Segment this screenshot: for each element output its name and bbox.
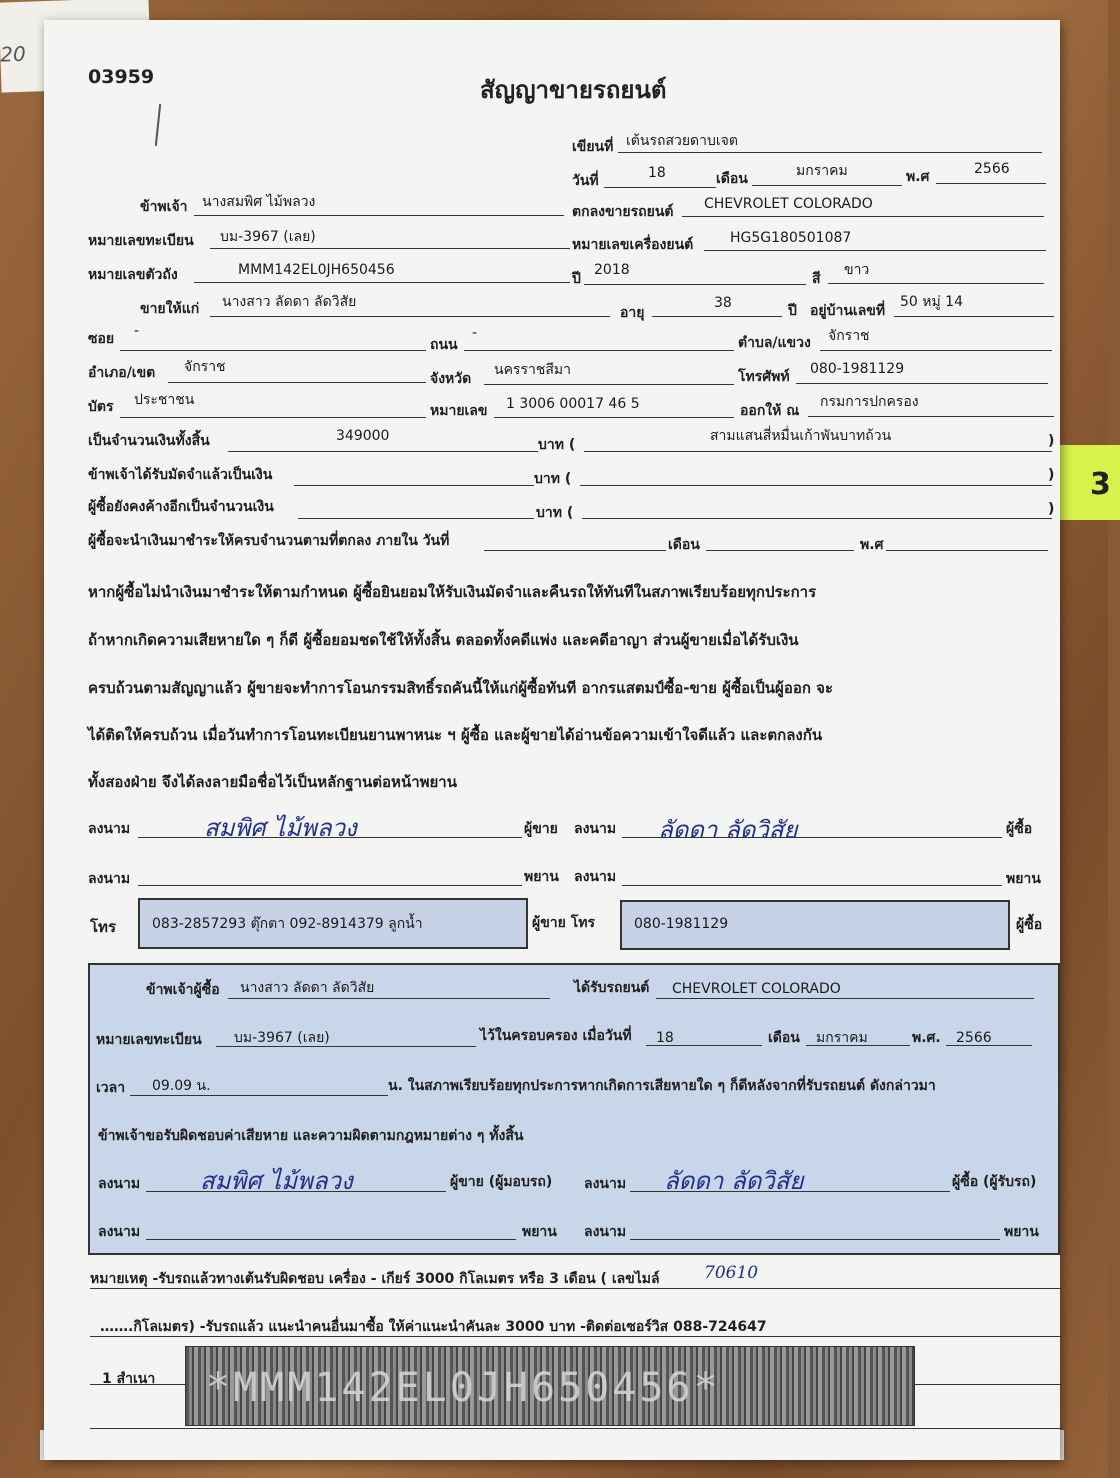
terms-line-5: ทั้งสองฝ่าย จึงได้ลงลายมือชื่อไว้เป็นหลักฐานต่อหน้าพยาน [88, 773, 457, 791]
receipt-year-label: พ.ศ. [912, 1030, 941, 1046]
date-month: มกราคม [796, 163, 848, 179]
receipt-buyer-role: ผู้ซื้อ (ผู้รับรถ) [952, 1174, 1037, 1190]
buyer-sign-label: ลงนาม [574, 821, 617, 837]
receipt-buyer-sign-label: ลงนาม [584, 1176, 627, 1192]
contact-phone-label: โทร [90, 918, 117, 936]
terms-line-2: ถ้าหากเกิดความเสียหายใด ๆ ก็ดี ผู้ซื้อยอมชดใช้ให้ทั้งสิ้น ตลอดทั้งคดีแพ่ง และคดีอาญา ส่วนผู้ขายเมื่อได้รับเงิน [88, 631, 799, 649]
registration-number: บม-3967 (เลย) [220, 229, 316, 245]
receipt-month: มกราคม [816, 1030, 868, 1046]
receipt-seller-signature: สมพิศ ไม้พลวง [200, 1167, 353, 1195]
receipt-day: 18 [656, 1030, 674, 1046]
buyer-age: 38 [714, 295, 732, 311]
pay-due-month-label: เดือน [668, 537, 700, 553]
buyer-phone: 080-1981129 [634, 916, 729, 932]
card-label: บัตร [88, 399, 114, 415]
seller-role-label: ผู้ขาย [524, 821, 558, 837]
phone-value: 080-1981129 [810, 361, 905, 377]
subdistrict-label: ตำบล/แขวง [738, 335, 811, 351]
receipt-held-label: ไว้ในครอบครอง เมื่อวันที่ [480, 1028, 632, 1044]
receipt-witness2-sign-label: ลงนาม [584, 1224, 627, 1240]
card-number-label: หมายเลข [430, 403, 488, 419]
note-line-1: หมายเหตุ -รับรถแล้วทางเต้นรับผิดชอบ เครื่อง - เกียร์ 3000 กิโลเมตร หรือ 3 เดือน ( เลขไมล์ [90, 1271, 660, 1287]
car-model: CHEVROLET COLORADO [704, 196, 873, 212]
pay-due-label: ผู้ซื้อจะนำเงินมาชำระให้ครบจำนวนตามที่ตกลง ภายใน วันที่ [88, 533, 450, 549]
district-label: อำเภอ/เขต [88, 365, 156, 381]
receipt-car-label: ได้รับรถยนต์ [574, 980, 650, 996]
witness1-role-label: พยาน [524, 869, 559, 885]
seller-label: ข้าพเจ้า [140, 199, 188, 215]
document-number: 03959 [88, 66, 155, 88]
deposit-close-paren: ) [1048, 467, 1055, 483]
road-value: - [472, 325, 478, 341]
color-label: สี [812, 271, 821, 287]
subdistrict-value: จักราช [828, 328, 870, 344]
receipt-year: 2566 [956, 1030, 992, 1046]
receipt-buyer-name: นางสาว ลัดดา ลัดวิสัย [240, 980, 375, 996]
seller-signature: สมพิศ ไม้พลวง [204, 814, 357, 842]
engine-number-label: หมายเลขเครื่องยนต์ [572, 237, 694, 253]
card-number: 1 3006 00017 46 5 [506, 396, 640, 412]
buyer-phone-box [620, 900, 1010, 950]
registration-label: หมายเลขทะเบียน [88, 233, 194, 249]
buyer-age-unit: ปี [788, 303, 797, 319]
district-value: จักราช [184, 359, 226, 375]
contract-sheet [44, 20, 1060, 1460]
road-label: ถนน [430, 337, 458, 353]
note-line-2: …….กิโลเมตร) -รับรถแล้ว แนะนำคนอื่นมาซื้อ ให้ค่าแนะนำคันละ 3000 บาท -ติดต่อเซอร์วิส 088-724647 [100, 1319, 767, 1335]
receipt-condition: น. ในสภาพเรียบร้อยทุกประการหากเกิดการเสียหายใด ๆ ก็ดีหลังจากที่รับรถยนต์ ดังกล่าวมา [388, 1078, 936, 1094]
written-at-value: เต้นรถสวยดาบเจต [626, 133, 738, 149]
receipt-time: 09.09 น. [152, 1078, 211, 1094]
buyer-address-label: อยู่บ้านเลขที่ [810, 303, 886, 319]
seller-sign-label: ลงนาม [88, 821, 131, 837]
model-year: 2018 [594, 262, 630, 278]
total-label: เป็นจำนวนเงินทั้งสิ้น [88, 433, 210, 449]
written-at-label: เขียนที่ [572, 139, 614, 155]
province-value: นครราชสีมา [494, 362, 571, 378]
card-type: ประชาชน [134, 392, 195, 408]
witness1-sign-label: ลงนาม [88, 871, 131, 887]
vehicle-receipt-box [88, 963, 1060, 1255]
copies-label: 1 สำเนา [102, 1371, 156, 1387]
receipt-car: CHEVROLET COLORADO [672, 981, 841, 997]
underlying-paper-mark: 20 [0, 41, 27, 67]
color-value: ขาว [844, 262, 870, 278]
receipt-liability: ข้าพเจ้าขอรับผิดชอบค่าเสียหาย และความผิดตามกฎหมายต่าง ๆ ทั้งสิ้น [98, 1128, 524, 1144]
seller-phones: 083-2857293 ตุ๊กตา 092-8914379 ลูกน้ำ [152, 916, 423, 932]
buyer-signature: ลัดดา ลัดวิสัย [658, 816, 798, 844]
seller-name: นางสมพิศ ไม้พลวง [202, 194, 316, 210]
buyer-label: ขายให้แก่ [140, 301, 200, 317]
green-sticky-tab [1060, 445, 1120, 520]
receipt-witness1-sign-label: ลงนาม [98, 1224, 141, 1240]
car-model-label: ตกลงขายรถยนต์ [572, 204, 674, 220]
receipt-seller-sign-label: ลงนาม [98, 1176, 141, 1192]
barcode-text: *MMM142EL0JH650456* [206, 1365, 721, 1411]
model-year-label: ปี [572, 271, 581, 287]
total-amount: 349000 [336, 428, 390, 444]
terms-line-4: ได้ติดให้ครบถ้วน เมื่อวันทำการโอนทะเบียนยานพาหนะ ฯ ผู้ซื้อ และผู้ขายได้อ่านข้อความเข้าใจดีแล้ว และตกลงกัน [88, 726, 823, 744]
pen-stroke-mark [155, 104, 161, 146]
sticky-tab-label: 3 [1090, 467, 1111, 502]
note-mileage: 70610 [704, 1263, 759, 1283]
total-close-paren: ) [1048, 433, 1055, 449]
pay-due-year-label: พ.ศ [860, 537, 884, 553]
receipt-witness1-role: พยาน [522, 1224, 557, 1240]
witness2-sign-label: ลงนาม [574, 869, 617, 885]
chassis-number-label: หมายเลขตัวถัง [88, 267, 178, 283]
total-unit: บาท ( [538, 437, 576, 453]
date-day: 18 [648, 165, 666, 181]
remaining-unit: บาท ( [536, 505, 574, 521]
witness2-role-label: พยาน [1006, 871, 1041, 887]
chassis-number: MMM142EL0JH650456 [238, 262, 395, 278]
buyer-phone-role: ผู้ซื้อ [1016, 917, 1043, 933]
date-year: 2566 [974, 161, 1010, 177]
receipt-time-label: เวลา [96, 1080, 126, 1096]
receipt-witness2-role: พยาน [1004, 1224, 1039, 1240]
soi-value: - [134, 323, 140, 339]
card-issuer: กรมการปกครอง [820, 394, 919, 410]
page-title: สัญญาขายรถยนต์ [480, 76, 667, 104]
date-day-label: วันที่ [572, 173, 599, 189]
remaining-label: ผู้ซื้อยังคงค้างอีกเป็นจำนวนเงิน [88, 499, 274, 515]
date-year-label: พ.ศ [906, 169, 930, 185]
receipt-seller-role: ผู้ขาย (ผู้มอบรถ) [450, 1174, 553, 1190]
receipt-buyer-signature: ลัดดา ลัดวิสัย [664, 1167, 804, 1195]
buyer-name: นางสาว ลัดดา ลัดวิสัย [222, 294, 357, 310]
buyer-role-label: ผู้ซื้อ [1006, 821, 1033, 837]
seller-phone-label: ผู้ขาย โทร [532, 915, 595, 931]
deposit-unit: บาท ( [534, 471, 572, 487]
chassis-barcode-sticker [185, 1346, 915, 1426]
receipt-buyer-label: ข้าพเจ้าผู้ซื้อ [146, 982, 220, 998]
seller-phones-box [138, 898, 528, 949]
buyer-address: 50 หมู่ 14 [900, 294, 963, 310]
terms-line-3: ครบถ้วนตามสัญญาแล้ว ผู้ขายจะทำการโอนกรรมสิทธิ์รถคันนี้ให้แก่ผู้ซื้อทันที อากรแสตมป์ซื้อ-ขาย ผู้ซื้อเป็นผู้ออก จะ [88, 679, 833, 697]
buyer-age-label: อายุ [620, 305, 645, 321]
date-month-label: เดือน [716, 171, 748, 187]
receipt-registration-label: หมายเลขทะเบียน [96, 1032, 202, 1048]
receipt-registration: บม-3967 (เลย) [234, 1030, 330, 1046]
soi-label: ซอย [88, 331, 115, 347]
phone-label: โทรศัพท์ [738, 369, 790, 385]
card-issuer-label: ออกให้ ณ [740, 403, 800, 419]
engine-number: HG5G180501087 [730, 230, 852, 246]
province-label: จังหวัด [430, 371, 472, 387]
terms-line-1: หากผู้ซื้อไม่นำเงินมาชำระให้ตามกำหนด ผู้ซื้อยินยอมให้รับเงินมัดจำและคืนรถให้ทันทีในสภาพเรียบร้อยทุกประการ [88, 583, 817, 601]
remaining-close-paren: ) [1048, 501, 1055, 517]
total-amount-words: สามแสนสี่หมื่นเก้าพันบาทถ้วน [710, 428, 892, 444]
deposit-label: ข้าพเจ้าได้รับมัดจำแล้วเป็นเงิน [88, 467, 273, 483]
receipt-month-label: เดือน [768, 1030, 800, 1046]
